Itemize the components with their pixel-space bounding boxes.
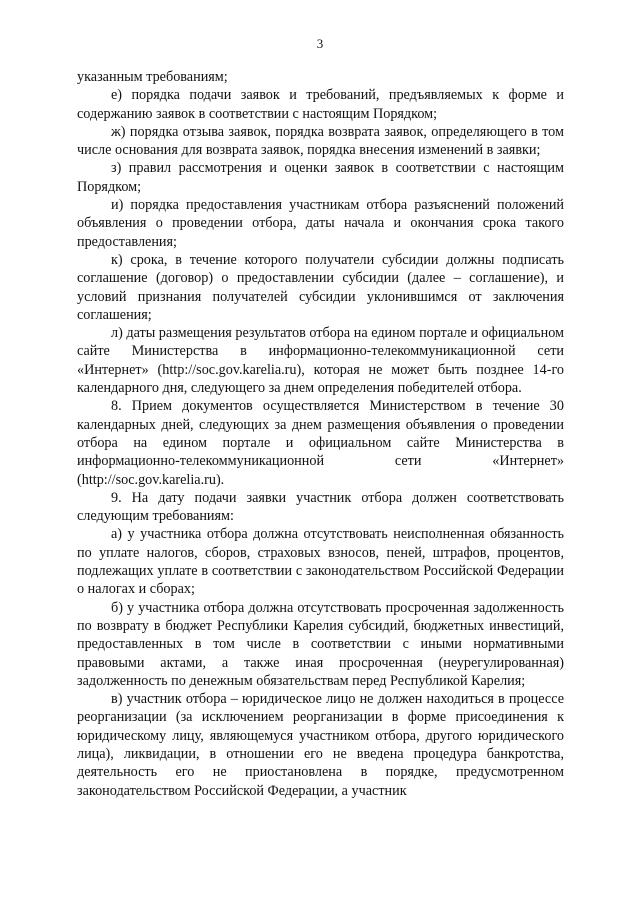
page-number: 3 — [316, 36, 324, 51]
paragraph-item-l: л) даты размещения результатов отбора на едином портале и официальном сайте Министерства в информационно-телекоммуникационной сети «Интернет» (http://soc.gov.karelia.ru), которая не может быть позднее 14-го календарного дня, следующего за днем определения победителей отбора. — [77, 325, 564, 397]
paragraph-item-z: з) правил рассмотрения и оценки заявок в соответствии с настоящим Порядком; — [77, 160, 564, 195]
paragraph-item-k: к) срока, в течение которого получатели субсидии должны подписать соглашение (договор) о предоставлении субсидии (далее – соглашение), и условий признания получателей субсидии уклонившимся от заключения соглашения; — [77, 251, 564, 323]
paragraph-item-b: б) у участника отбора должна отсутствовать просроченная задолженность по возврату в бюджет Республики Карелия субсидий, бюджетных инвестиций, предоставленных в том числе в соответствии с иными нормативными правовыми актами, а также иная просроченная (неурегулированная) задолженность по денежным обязательствам перед Республикой Карелия; — [77, 599, 564, 689]
paragraph-item-e: е) порядка подачи заявок и требований, предъявляемых к форме и содержанию заявок в соответствии с настоящим Порядком; — [77, 87, 564, 122]
paragraph-item-i: и) порядка предоставления участникам отбора разъяснений положений объявления о проведении отбора, даты начала и окончания срока такого предоставления; — [77, 197, 564, 250]
paragraph-continuation: указанным требованиям; — [77, 69, 228, 85]
paragraph-clause-8: 8. Прием документов осуществляется Министерством в течение 30 календарных дней, следующих за днем размещения объявления о проведении отбора на едином портале и официальном сайте Министерства в информационно-телекоммуникационной сети «Интернет» (http://soc.gov.karelia.ru). — [77, 398, 564, 488]
paragraph-item-a: а) у участника отбора должна отсутствовать неисполненная обязанность по уплате налогов, сборов, страховых взносов, пеней, штрафов, процентов, подлежащих уплате в соответствии с законодательством Российской Федерации о налогах и сборах; — [77, 526, 564, 598]
paragraph-item-zh: ж) порядка отзыва заявок, порядка возврата заявок, определяющего в том числе основания для возврата заявок, порядка внесения изменений в заявки; — [77, 123, 564, 159]
paragraph-clause-9: 9. На дату подачи заявки участник отбора должен соответствовать следующим требованиям: — [77, 489, 564, 525]
document-body — [77, 68, 564, 800]
paragraph-item-v: в) участник отбора – юридическое лицо не должен находиться в процессе реорганизации (за исключением реорганизации в форме присоединения к юридическому лицу, являющемуся участником отбора, другого юридического лица), ликвидации, в отношении его не введена процедура банкротства, деятельность его не приостановлена в порядке, предусмотренном законодательством Российской Федерации, а участник — [77, 691, 564, 799]
